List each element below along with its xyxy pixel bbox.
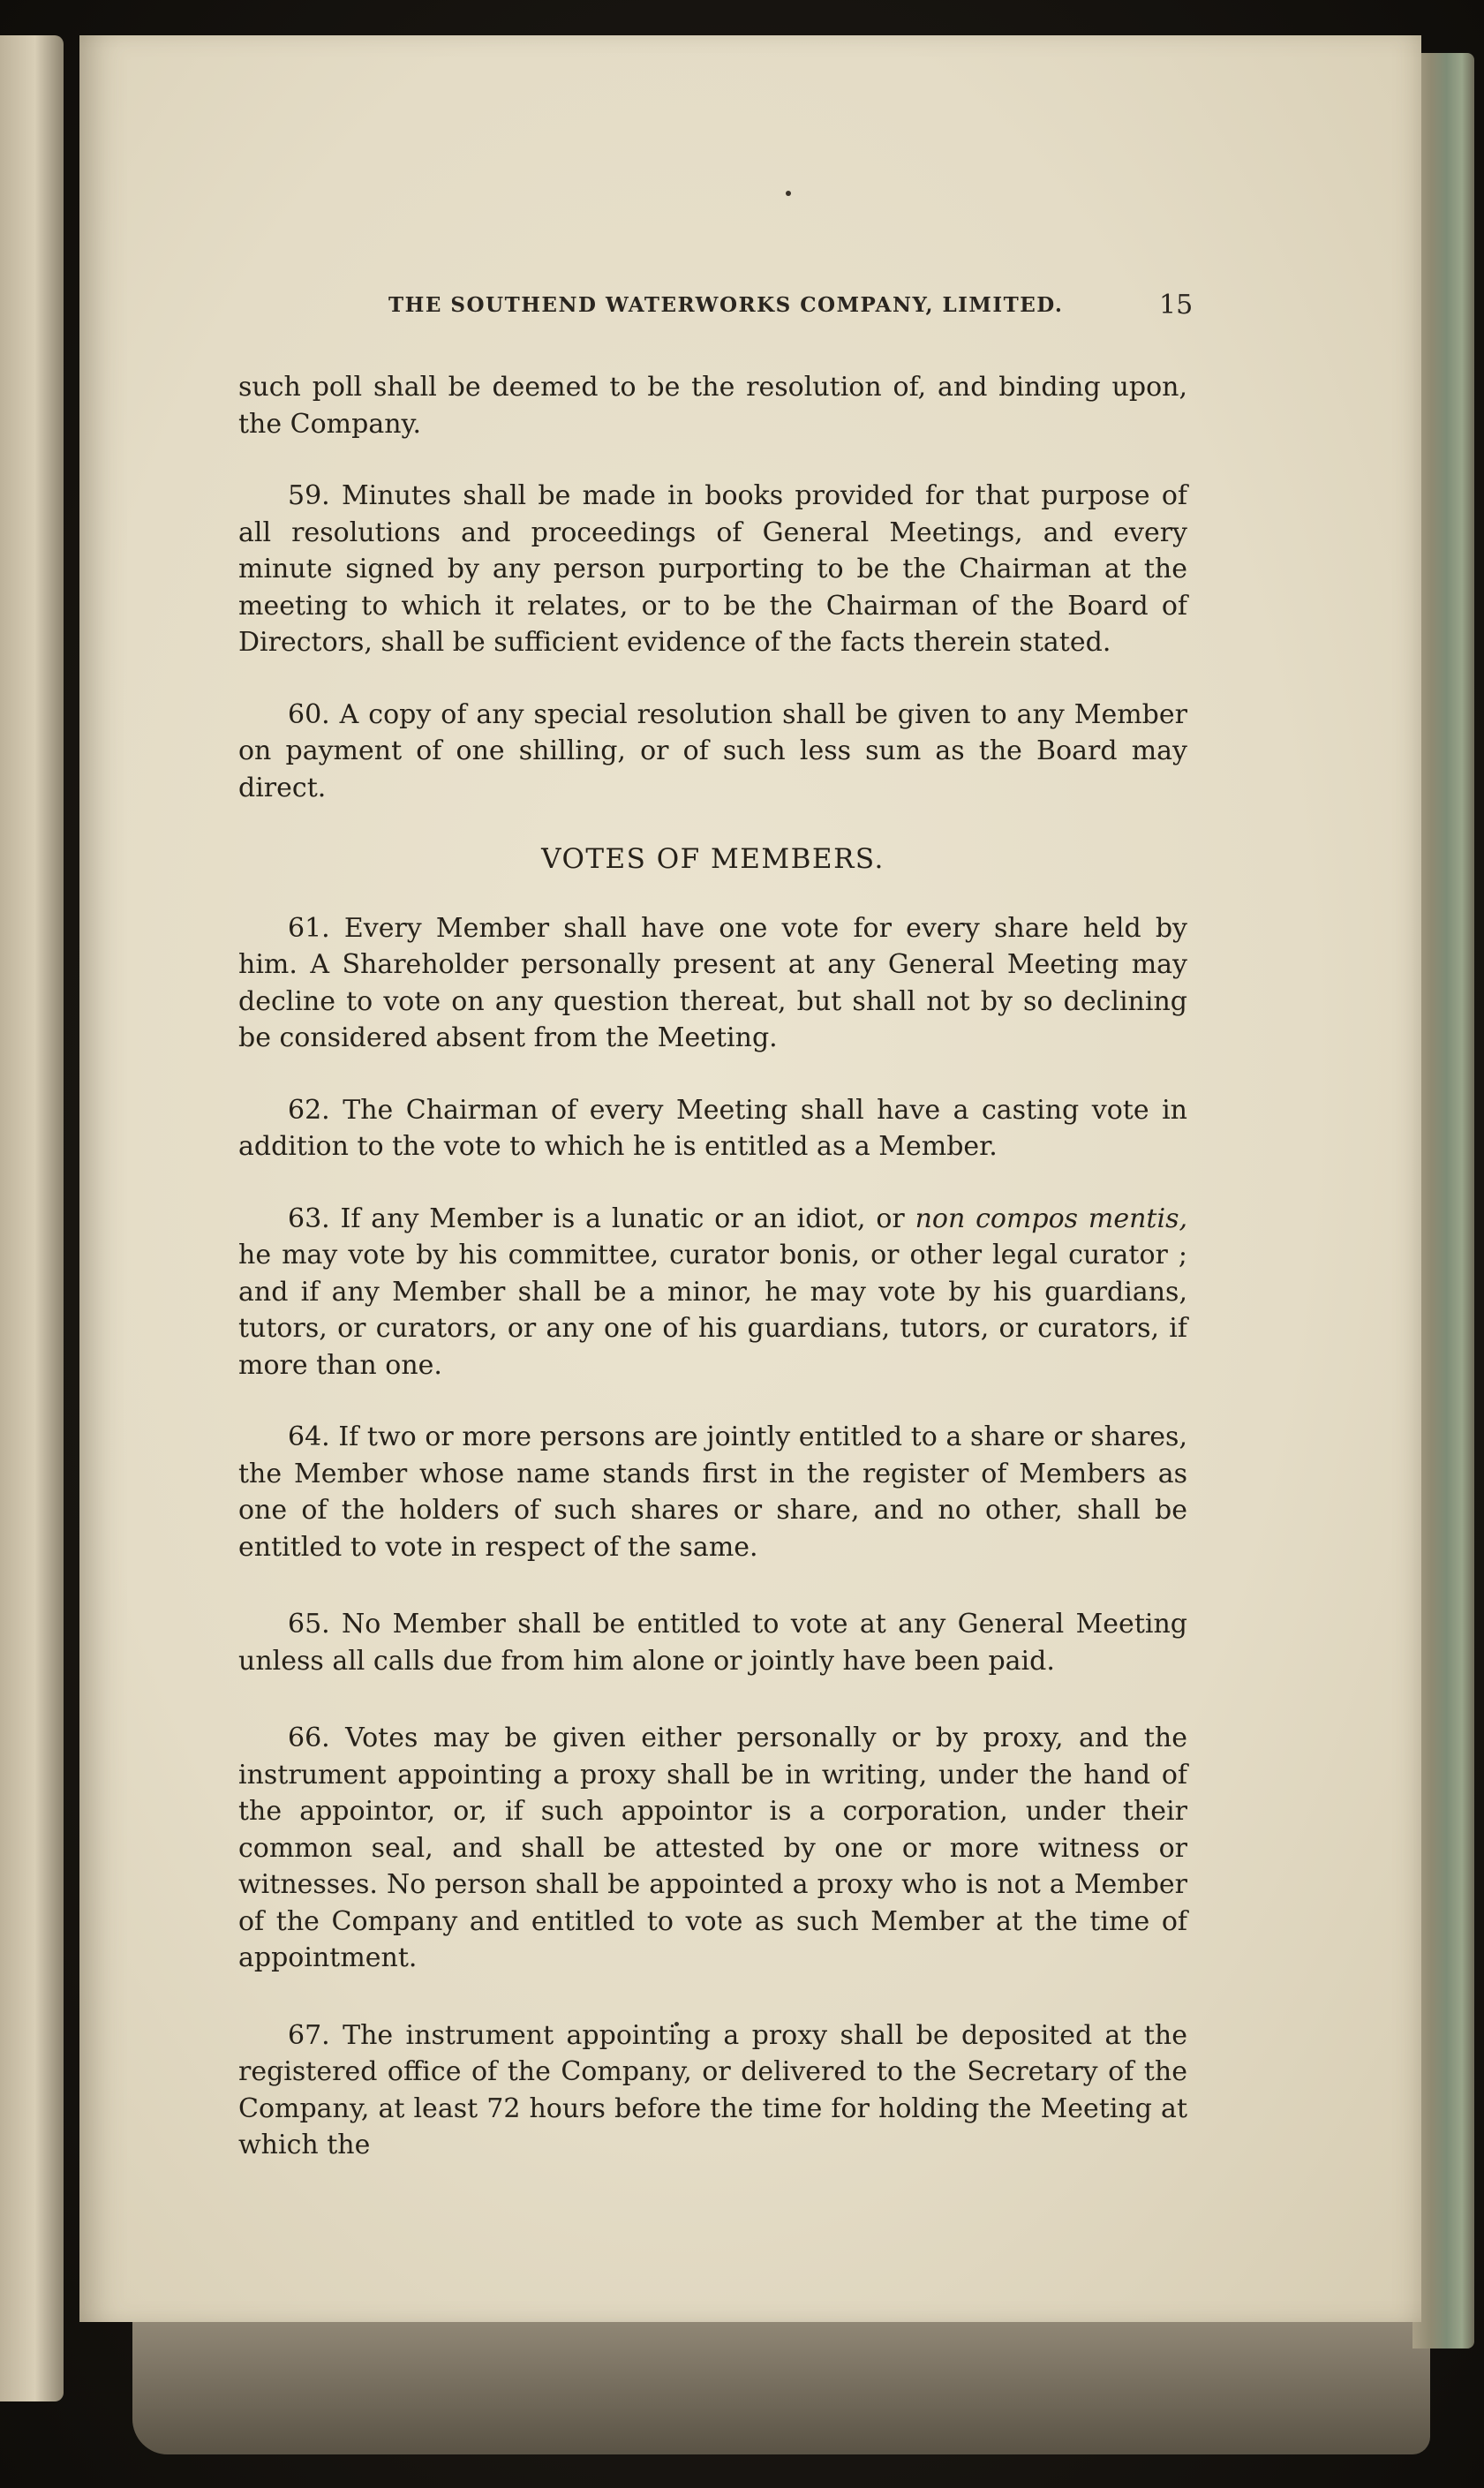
clause-63-lead: 63. If any Member is a lunatic or an idiot, or — [288, 1203, 915, 1234]
clause-60: 60. A copy of any special resolution shall be given to any Member on payment of one shilling, or of such less sum as the Board may direct. — [238, 698, 1187, 803]
page-body — [238, 369, 1187, 2164]
clause-63-latin-term: non compos mentis, — [915, 1203, 1187, 1234]
running-header: THE SOUTHEND WATERWORKS COMPANY, LIMITED. — [388, 293, 1064, 317]
book-fore-edge — [1412, 53, 1474, 2349]
clause-67: 67. The instrument appointing a proxy shall be deposited at the registered office of the Company, or delivered to the Secretary of the Company, at least 72 hours before the time for holding the Meeting at which the — [238, 2019, 1187, 2160]
book-page — [79, 35, 1421, 2322]
section-heading: VOTES OF MEMBERS. — [541, 843, 885, 875]
facing-page-edge — [0, 35, 64, 2401]
clause-65: 65. No Member shall be entitled to vote at any General Meeting unless all calls due from him alone or jointly have been paid. — [238, 1609, 1187, 1677]
clause-61: 61. Every Member shall have one vote for every share held by him. A Shareholder personally present at any General Meeting may decline to vote on any question thereat, but shall not by so declining be considered absent from the Meeting. — [238, 912, 1187, 1053]
clause-66: 66. Votes may be given either personally or by proxy, and the instrument appointing a proxy shall be in writing, under the hand of the appointor, or, if such appointor is a corporation, under their common seal, and shall be attested by one or more witness or witnesses. No person shall be appointed a proxy who is not a Member of the Company and entitled to vote as such Member at the time of appointment. — [238, 1723, 1187, 1973]
continuation-text: such poll shall be deemed to be the resolution of, and binding upon, the Company. — [238, 372, 1187, 440]
clause-62: 62. The Chairman of every Meeting shall have a casting vote in addition to the vote to which he is entitled as a Member. — [238, 1094, 1187, 1162]
clause-63-rest: he may vote by his committee, curator bonis, or other legal curator ; and if any Member shall be a minor, he may vote by his guardians, tutors, or curators, or any one of his guardians, tutors, or curators, if more than one. — [238, 1240, 1187, 1381]
page-number: 15 — [1159, 290, 1194, 320]
clause-59: 59. Minutes shall be made in books provided for that purpose of all resolutions and proceedings of General Meetings, and every minute signed by any person purporting to be the Chairman at the meeting to which it relates, or to be the Chairman of the Board of Directors, shall be sufficient evidence of the facts therein stated. — [238, 480, 1187, 658]
clause-64: 64. If two or more persons are jointly entitled to a share or shares, the Member whose name stands first in the register of Members as one of the holders of such shares or share, and no other, shall be entitled to vote in respect of the same. — [238, 1421, 1187, 1563]
clause-63 — [238, 1201, 1187, 1384]
ink-speck — [786, 191, 791, 196]
